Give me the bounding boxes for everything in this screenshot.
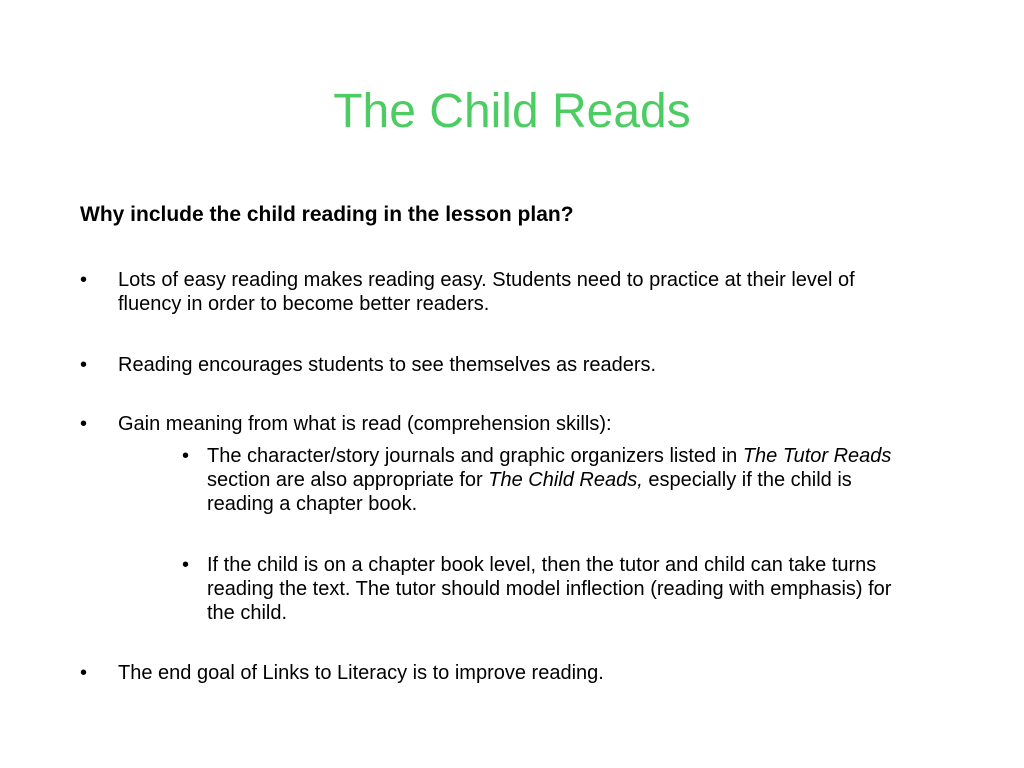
sub-bullet-item — [182, 444, 922, 516]
bullet-item — [80, 353, 910, 377]
bullet-text: Reading encourages students to see themselves as readers. — [118, 354, 657, 376]
bullet-marker: • — [80, 413, 88, 435]
sub-bullet-text-part: section are also appropriate for — [207, 469, 489, 491]
sub-bullet-text — [207, 444, 922, 516]
bullet-marker: • — [80, 662, 88, 684]
sub-bullet-italic-title: The Child Reads, — [488, 469, 643, 491]
bullet-item — [80, 412, 910, 436]
slide-subtitle: Why include the child reading in the lesson plan? — [80, 203, 574, 226]
sub-bullet-text-part: especially if the child is reading a chapter book. — [207, 469, 852, 515]
sub-bullet-marker: • — [182, 554, 190, 576]
sub-bullet-text-part: The character/story journals and graphic organizers listed in — [207, 445, 743, 467]
bullet-text: The end goal of Links to Literacy is to improve reading. — [118, 662, 604, 684]
bullet-marker: • — [80, 354, 88, 376]
bullet-marker: • — [80, 269, 88, 291]
bullet-item — [80, 661, 910, 685]
bullet-item — [80, 268, 910, 316]
bullet-text: Gain meaning from what is read (comprehension skills): — [118, 413, 612, 435]
sub-bullet-item — [182, 553, 922, 625]
bullet-text: Lots of easy reading makes reading easy. Students need to practice at their level of fluency in order to become better readers. — [118, 269, 855, 315]
sub-bullet-marker: • — [182, 445, 190, 467]
slide-title: The Child Reads — [333, 85, 691, 138]
sub-bullet-text: If the child is on a chapter book level, then the tutor and child can take turns reading the text. The tutor should model inflection (reading with emphasis) for the child. — [207, 554, 892, 624]
sub-bullet-italic-title: The Tutor Reads — [742, 445, 892, 467]
